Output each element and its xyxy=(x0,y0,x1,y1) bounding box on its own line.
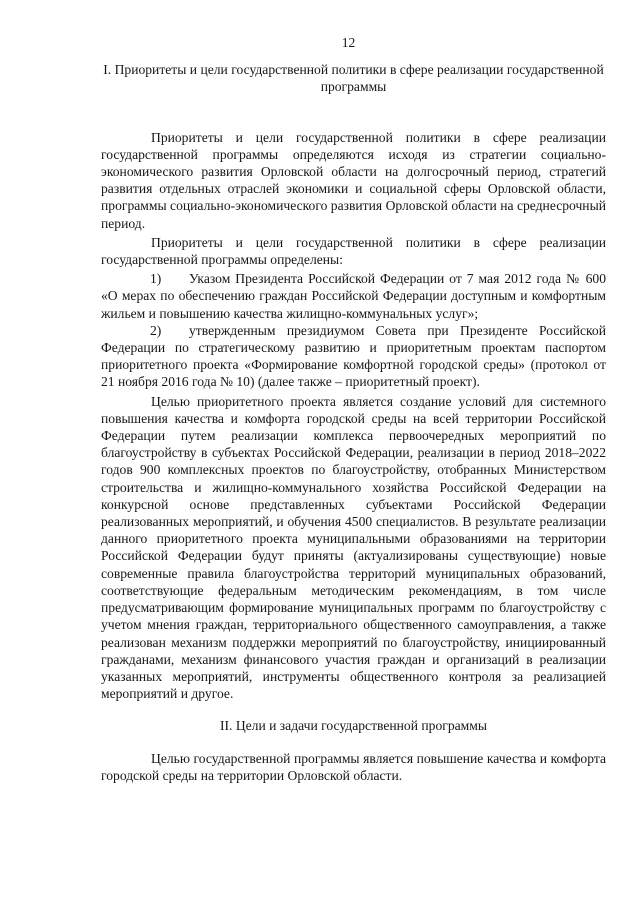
paragraph-priorities-defined: Приоритеты и цели государственной политики в сфере реализации государственной программы определены: xyxy=(101,234,606,268)
list-item-1-text: Указом Президента Российской Федерации от 7 мая 2012 года № 600 «О мерах по обеспечению граждан Российской Федерации доступным и комфортным жильем и повышению качества жилищно-коммунальных услуг»; xyxy=(101,271,606,321)
page-number: 12 xyxy=(341,35,356,50)
section-heading-2: II. Цели и задачи государственной программы xyxy=(219,718,488,734)
paragraph-project-goal: Целью приоритетного проекта является создание условий для системного повышения качества и комфорта городской среды на всей территории Российской Федерации путем реализации комплекса первоочередных мероприятий по благоустройству в субъектах Российской Федерации, реализации в период 2018–2022 годов 900 комплексных проектов по благоустройству, отобранных Министерством строительства и жилищно-коммунального хозяйства Российской Федерации на конкурсной основе представленных субъектами Российской Федерации реализованных мероприятий, и обучения 4500 специалистов. В результате реализации данного приоритетного проекта муниципальными образованиями на территории Российской Федерации будут приняты (актуализированы существующие) новые современные правила благоустройства территорий муниципальных образований, соответствующие федеральным методическим рекомендациям, в том числе предусматривающим формирование муниципальных программ по благоустройству с учетом мнения граждан, территориального общественного самоуправления, а также реализован механизм поддержки мероприятий по благоустройству, инициированный гражданами, механизм финансового участия граждан и организаций в реализации указанных мероприятий, инструменты общественного контроля за реализацией мероприятий и другое. xyxy=(101,393,606,702)
paragraph-priorities: Приоритеты и цели государственной политики в сфере реализации государственной программы определяются исходя из стратегии социально-экономического развития Орловской области на долгосрочный период, стратегий развития отдельных отраслей экономики и социальной сферы Орловской области, программы социально-экономического развития Орловской области на среднесрочный период. xyxy=(101,129,606,231)
section-heading-1: I. Приоритеты и цели государственной политики в сфере реализации государственной программы xyxy=(103,62,604,95)
list-item-2-number: 2) xyxy=(150,322,162,338)
list-item-2 xyxy=(101,322,606,391)
list-item-2-text: утвержденным президиумом Совета при Президенте Российской Федерации по стратегическому развитию и приоритетным проектам паспортом приоритетного проекта «Формирование комфортной городской среды» (протокол от 21 ноября 2016 года № 10) (далее также – приоритетный проект). xyxy=(101,322,606,390)
paragraph-program-goal: Целью государственной программы является повышение качества и комфорта городской среды на территории Орловской области. xyxy=(101,750,606,783)
list-item-1-number: 1) xyxy=(150,271,162,287)
list-item-1 xyxy=(101,270,606,322)
